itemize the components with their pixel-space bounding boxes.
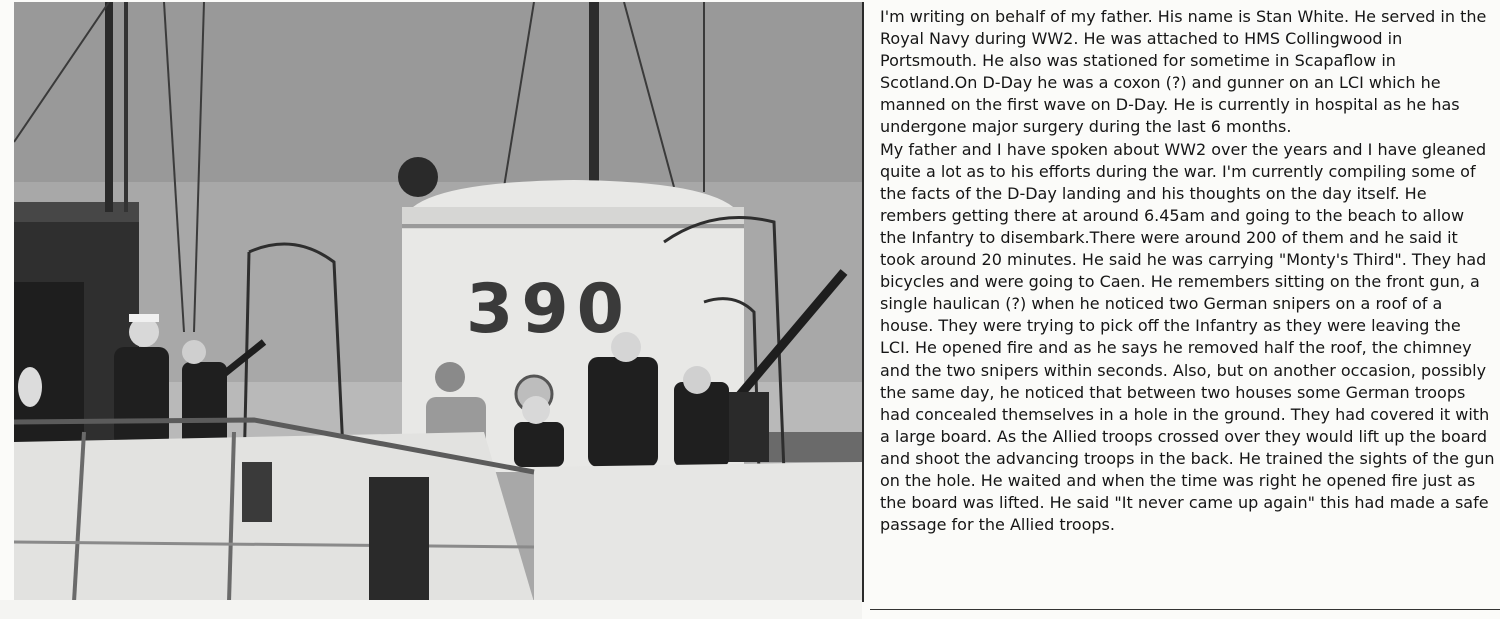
letter-text: [880, 6, 1495, 536]
bottom-rule: [870, 609, 1500, 610]
letter-paragraph-1: I'm writing on behalf of my father. His name is Stan White. He served in the Royal Navy during WW2. He was attached to HMS Collingwood in Portsmouth. He also was stationed for sometime in Scapaflow in Scotland.On D-Day he was a coxon (?) and gunner on an LCI which he manned on the first wave on D-Day. He is currently in hospital as he has undergone major surgery during the last 6 months.: [880, 7, 1487, 137]
hull-number: 390: [466, 270, 632, 349]
photo-illustration: [14, 2, 862, 602]
letter-paragraph-2: My father and I have spoken about WW2 over the years and I have gleaned quite a lot as to his efforts during the war. I'm currently compiling some of the facts of the D-Day landing and his thoughts on the day itself. He rembers getting there at around 6.45am and going to the beach to allow the Infantry to disembark.There were around 200 of them and he said it took around 20 minutes. He said he was carrying "Monty's Third". They had bicycles and were going to Caen. He remembers sitting on the front gun, a single haulican (?) when he noticed two German snipers on a roof of a house. They were trying to pick off the Infantry as they were leaving the LCI. He opened fire and as he says he removed half the roof, the chimney and the two snipers within seconds. Also, but on another occasion, possibly the same day, he noticed that between two houses some German troops had concealed themselves in a hole in the ground. They had covered it with a large board. As the Allied troops crossed over they would lift up the board and shoot the advancing troops in the back. He trained the sights of the gun on the hole. He waited and when the time was right he opened fire just as the board was lifted. He said "It never came up again" this had made a safe passage for the Allied troops.: [880, 139, 1495, 535]
landing-craft-photo: [14, 2, 864, 602]
photo-border: [0, 600, 862, 619]
